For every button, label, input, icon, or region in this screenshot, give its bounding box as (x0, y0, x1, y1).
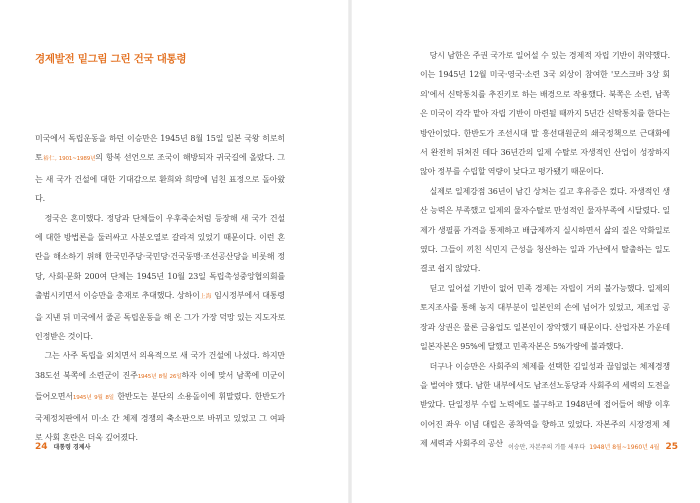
paragraph-1 (35, 129, 285, 209)
left-footer (35, 442, 90, 452)
annotation-shanghai: 上海 (199, 294, 212, 301)
page-number-left: 24 (35, 442, 48, 452)
paragraph-3-text: 그는 사주 독립을 외치면서 의욕적으로 새 국가 건설에 나섰다. 하지만 38도선 북쪽에 소련군이 진주 (35, 351, 285, 380)
left-body-text (35, 129, 285, 448)
right-paragraph-2: 실제로 일제강점 36년이 남긴 상처는 깊고 후유증은 컸다. 자생적인 생산 능력은 부족했고 일제의 물자수탈로 만성적인 물자부족에 시달렸다. 일제가 생필품 가격을 통제하고 배급제까지 실시하면서 삶의 질은 악화일로였다. 그들이 끼친 식민지 근성을 청산하는 일과 가난에서 탈출하는 일도 결코 쉽지 않았다. (420, 186, 670, 274)
right-body-text (420, 46, 670, 454)
annotation-soviet-date: 1945년 8월 26일 (137, 373, 182, 380)
right-paragraph-4: 더구나 이승만은 사회주의 체제를 선택한 김일성과 끊임없는 체제경쟁을 벌여야 했다. 남한 내부에서도 남조선노동당과 사회주의 세력의 도전을 받았다. 단일정부 수립 노력에도 불구하고 1948년에 접어들어 해방 이후 이어진 좌우 이념 대립은 종착역을 향하고 있었다. 자본주의 시장경제 체제 세력과 사회주의 공산 (420, 361, 670, 449)
annotation-hirohito: 裕仁, 1901~1989년 (42, 156, 96, 163)
right-paragraph-1: 당시 남한은 주권 국가로 일어설 수 있는 경제적 자립 기반이 취약했다. 이는 1945년 12월 미국·영국·소련 3국 외상이 참여한 '모스크바 3상 회의'에서 신탁통치를 추진키로 하는 배경으로 작용했다. 북쪽은 소련, 남쪽은 미국이 각각 맡아 자립 기반이 마련될 때까지 5년간 신탁통치를 한다는 방안이었다. 한반도가 조선시대 말 흥선대원군의 쇄국정책으로 근대화에서 완전히 뒤쳐진 데다 36년간의 일제 수탈로 자생적인 산업이 성장하지 않아 정부를 수립할 역량이 낮다고 평가됐기 때문이다. (420, 51, 670, 177)
paragraph-1-text: 미국에서 독립운동을 하던 이승만은 1945년 8월 15일 일본 국왕 히로히토 (35, 134, 285, 163)
paragraph-3-text-cont: 하자 이에 맞서 남쪽에 미군이 들어오면서 (35, 370, 286, 402)
chapter-dates: 1948년 8월~1960년 4월 (589, 444, 660, 451)
annotation-us-date: 1945년 9월 8일 (72, 395, 114, 402)
paragraph-1-text-cont: 의 항복 선언으로 조국이 해방되자 귀국길에 올랐다. 그는 새 국가 건설에 대한 기대감으로 환희와 희망에 넘친 표정으로 돌아왔다. (35, 153, 286, 204)
book-title: 대통령 경제사 (53, 444, 91, 451)
page-number-right: 25 (665, 442, 678, 452)
right-paragraph-3: 딛고 일어설 기반이 없어 민족 경제는 자립이 거의 불가능했다. 일제의 토지조사를 통해 농지 대부분이 일본인의 손에 넘어가 있었고, 제조업 공장과 상권은 물론 금융업도 일본인이 장악했기 때문이다. 산업자본 가운데 일본자본은 95%에 달했고 민족자본은 5%가량에 불과했다. (420, 283, 670, 352)
paragraph-3 (35, 346, 285, 447)
right-footer (508, 442, 678, 452)
paragraph-3-text-end: 한반도는 분단의 소용돌이에 휘말렸다. 한반도가 국제정치판에서 미·소 간 체제 경쟁의 축소판으로 바뀌고 있었고 그 여파로 사회 혼란은 더욱 깊어졌다. (35, 392, 285, 443)
section-heading: 경제발전 밑그림 그린 건국 대통령 (35, 53, 187, 65)
paragraph-2-text: 정국은 혼미했다. 정당과 단체들이 우후죽순처럼 등장해 새 국가 건설에 대한 방법론을 둘러싸고 사분오열로 갈라져 있었기 때문이다. 이런 혼란을 해소하기 위해 한국민주당·국민당·건국동맹·조선공산당을 비롯해 정당, 사회·문화 200여 단체는 1945년 10월 23일 독립촉성중앙협의회를 출범시키면서 이승만을 총재로 추대했다. 상하이 (35, 213, 285, 301)
paragraph-2-text-cont: 임시정부에서 대통령을 지낸 뒤 미국에서 줄곧 독립운동을 해 온 그가 가장 덕망 있는 지도자로 인정받은 것이다. (35, 291, 285, 342)
chapter-title: 이승만, 자본주의 기틀 세우다 (508, 444, 586, 451)
paragraph-2 (35, 209, 285, 347)
